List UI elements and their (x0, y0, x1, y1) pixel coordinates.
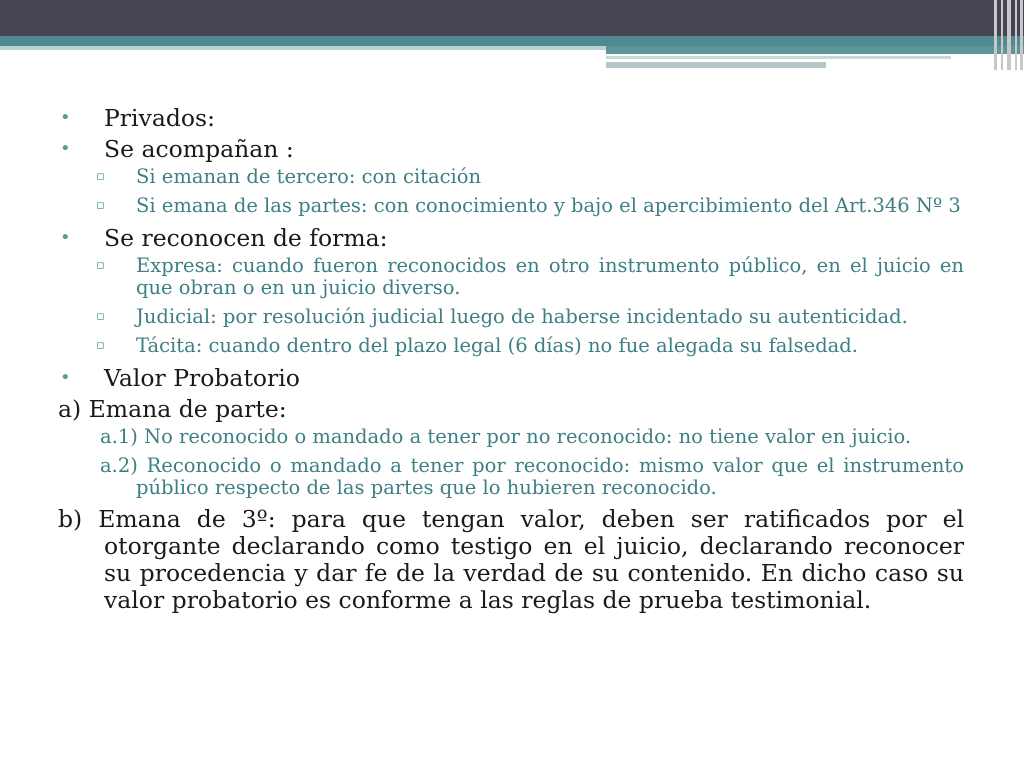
sub-bullet-item: ▫ Tácita: cuando dentro del plazo legal (6 días) no fue alegada su falsedad. (96, 334, 858, 357)
header-band-light (0, 46, 606, 50)
bullet-square-icon: ▫ (96, 169, 105, 184)
sub-bullet-item: ▫ Si emana de las partes: con conocimiento y bajo el apercibimiento del Art.346 Nº 3 (96, 194, 961, 217)
slide-body (58, 104, 964, 614)
sub-bullet-item: ▫ Judicial: por resolución judicial luego de haberse incidentado su autenticidad. (96, 305, 908, 328)
header-vertical-stripes (988, 0, 1024, 70)
bullet-dot-icon: • (60, 227, 71, 248)
header-band-light-thin (606, 56, 951, 59)
sub-bullet-item: ▫ Si emanan de tercero: con citación (96, 165, 482, 188)
sub-bullet-item: ▫ Expresa: cuando fueron reconocidos en otro instrumento público, en el juicio en que obran o en un juicio diverso. (96, 254, 964, 299)
bullet-square-icon: ▫ (96, 258, 105, 273)
section-a-point: a.1) No reconocido o mandado a tener por no reconocido: no tiene valor en juicio. (100, 425, 912, 448)
header-band-light-short (606, 62, 826, 68)
bullet-dot-icon: • (60, 367, 71, 388)
bullet-dot-icon: • (60, 138, 71, 159)
bullet-item: • Se reconocen de forma: (60, 224, 388, 252)
header-band-teal (0, 36, 1024, 46)
bullet-item: • Valor Probatorio (60, 364, 300, 392)
bullet-dot-icon: • (60, 107, 71, 128)
section-b-paragraph: b) Emana de 3º: para que tengan valor, deben ser ratificados por el otorgante declarando como testigo en el juicio, declarando reconocer su procedencia y dar fe de la verdad de su contenido. En dicho caso su valor probatorio es conforme a las reglas de prueba testimonial. (58, 505, 964, 614)
bullet-item: • Se acompañan : (60, 135, 294, 163)
header-band-teal-right (606, 46, 1024, 54)
bullet-item: • Privados: (60, 104, 216, 132)
section-a-point: a.2) Reconocido o mandado a tener por reconocido: mismo valor que el instrumento público respecto de las partes que lo hubieren reconocido. (100, 454, 964, 499)
bullet-square-icon: ▫ (96, 309, 105, 324)
header-band-dark (0, 0, 1024, 36)
section-a-heading: a) Emana de parte: (58, 395, 287, 423)
bullet-square-icon: ▫ (96, 338, 105, 353)
bullet-square-icon: ▫ (96, 198, 105, 213)
